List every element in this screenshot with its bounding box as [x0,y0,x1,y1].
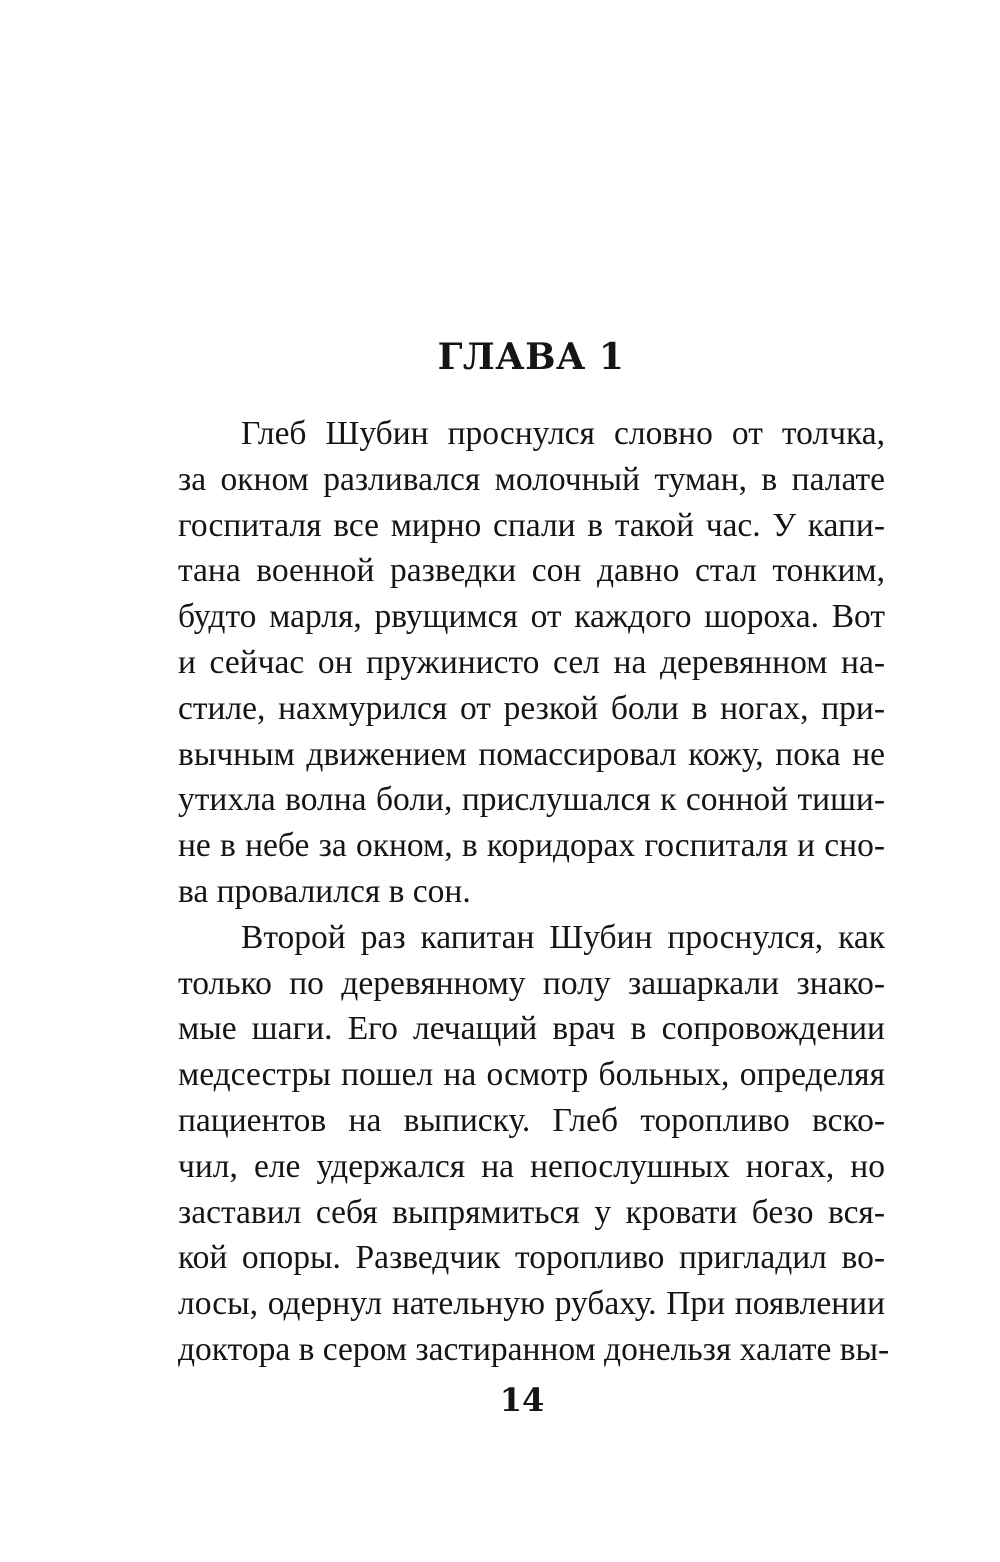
paragraph-1 [178,411,885,915]
page-number: 14 [499,1381,545,1419]
text-line: ва провалился в сон. [178,872,471,910]
paragraph-2 [178,915,890,1373]
text-line: доктора в сером застиранном донельзя халате вы- [178,1330,890,1368]
text-line: не в небе за окном, в коридорах госпиталя и сно- [178,827,885,865]
text-line: за окном разливался молочный туман, в палате [178,460,885,498]
text-line: мые шаги. Его лечащий врач в сопровождении [178,1010,885,1048]
text-line: госпиталя все мирно спали в такой час. У капи- [178,506,885,544]
text-line: Второй раз капитан Шубин проснулся, как [241,918,885,956]
text-line: чил, еле удержался на непослушных ногах, но [178,1147,885,1185]
text-line: заставил себя выпрямиться у кровати безо вся- [178,1193,885,1231]
text-line: кой опоры. Разведчик торопливо пригладил во- [178,1239,885,1277]
text-line: пациентов на выписку. Глеб торопливо вско- [178,1101,885,1139]
chapter-title: ГЛАВА 1 [437,336,625,378]
text-line: медсестры пошел на осмотр больных, определяя [178,1056,885,1094]
text-line: утихла волна боли, прислушался к сонной тиши- [178,781,885,819]
text-line: лосы, одернул нательную рубаху. При появлении [178,1285,885,1323]
text-line: и сейчас он пружинисто сел на деревянном на- [178,643,885,681]
text-line: Глеб Шубин проснулся словно от толчка, [241,415,885,452]
text-line: только по деревянному полу зашаркали знако- [178,964,885,1002]
text-line: тана военной разведки сон давно стал тонким, [178,552,885,590]
body-text [178,411,890,1373]
text-line: стиле, нахмурился от резкой боли в ногах, при- [178,689,885,727]
text-line: вычным движением помассировал кожу, пока не [178,735,885,773]
text-line: будто марля, рвущимся от каждого шороха. Вот [178,598,885,636]
